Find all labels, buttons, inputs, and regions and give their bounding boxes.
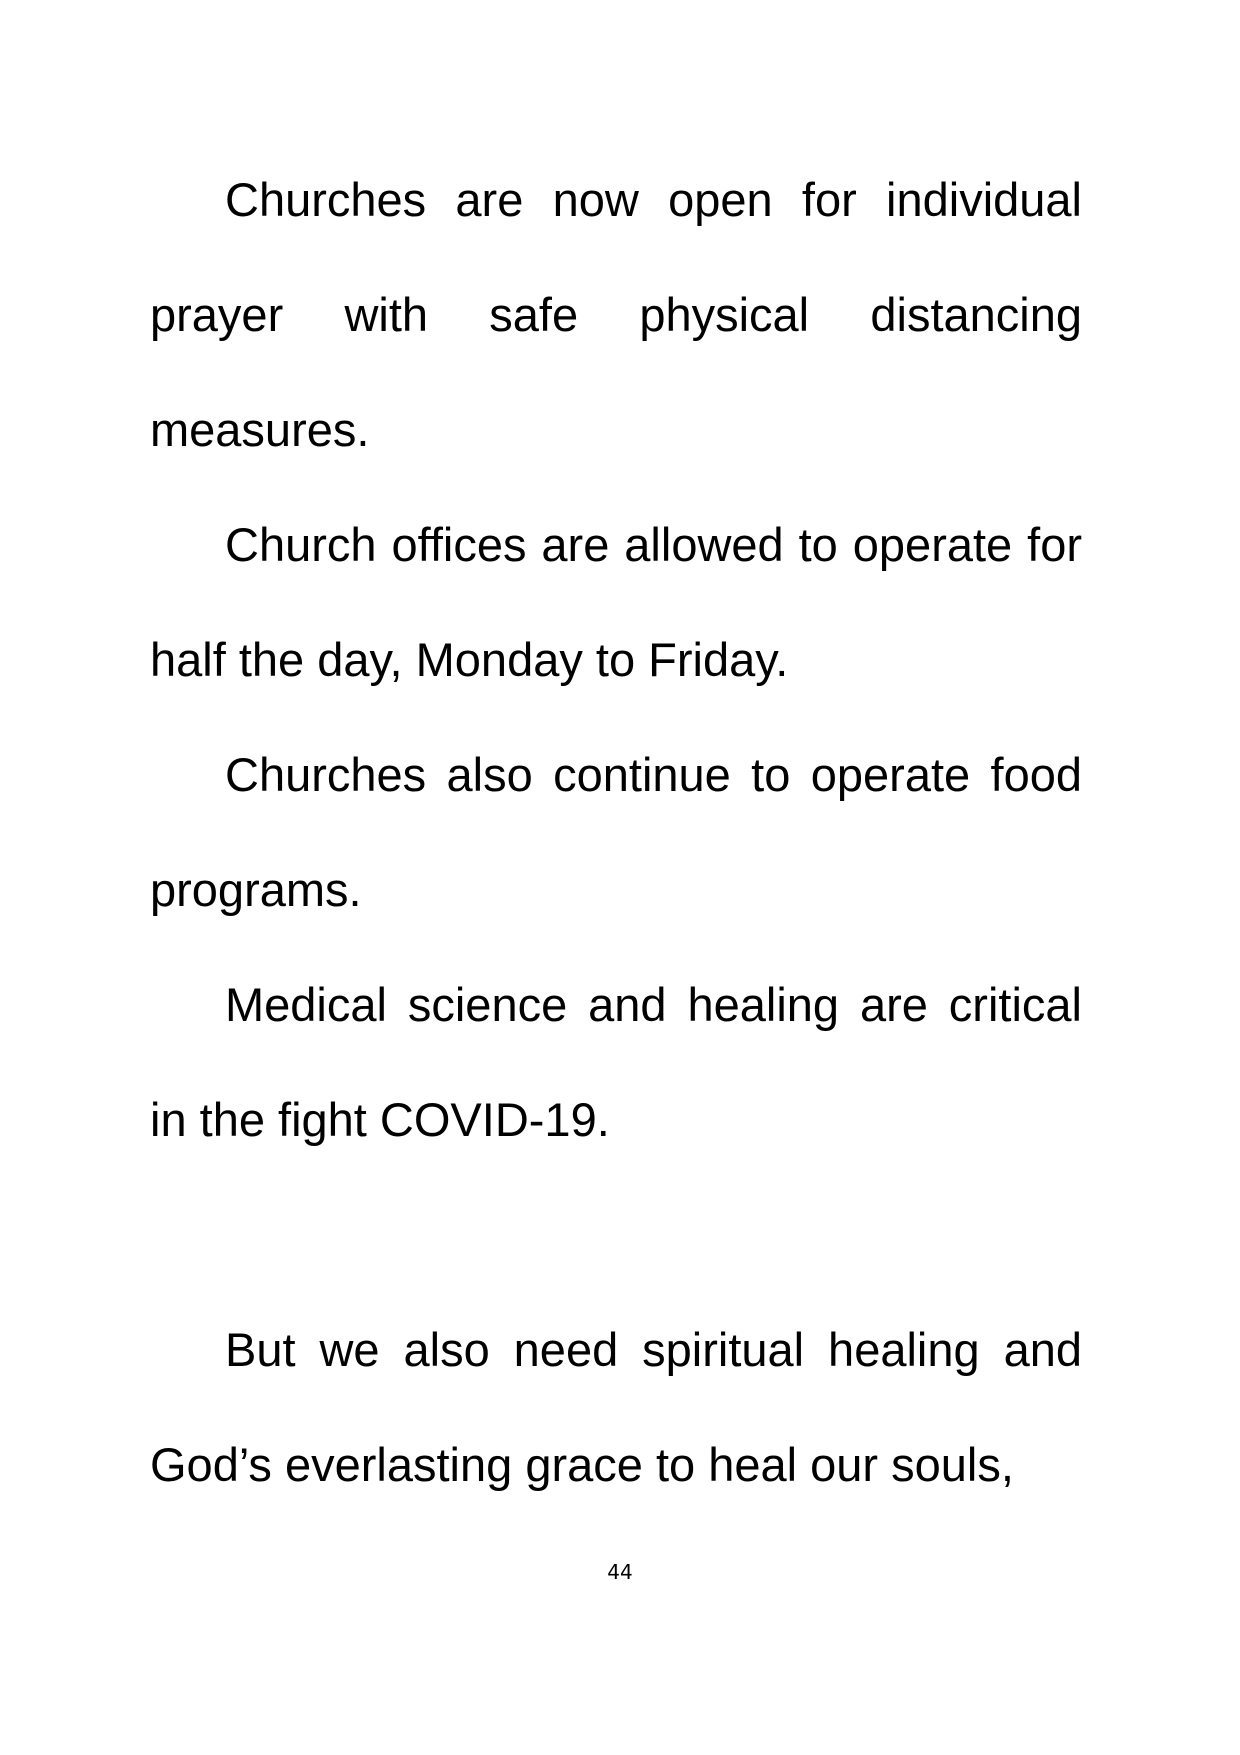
paragraph-medical-science: Medical science and healing are critical in the fight COVID-19. [150,978,1082,1146]
paragraph-church-offices: Church offices are allowed to operate for half the day, Monday to Friday. [150,518,1082,686]
paragraph-spiritual-healing: But we also need spiritual healing and God’s everlasting grace to heal our souls, [150,1323,1082,1491]
body-text [150,142,1082,1522]
page-number: 44 [607,1560,633,1584]
paragraph-food-programs: Churches also continue to operate food programs. [150,748,1082,916]
paragraph-churches-open: Churches are now open for individual prayer with safe physical distancing measures. [150,173,1082,456]
paragraph-spacer [150,1177,1082,1292]
